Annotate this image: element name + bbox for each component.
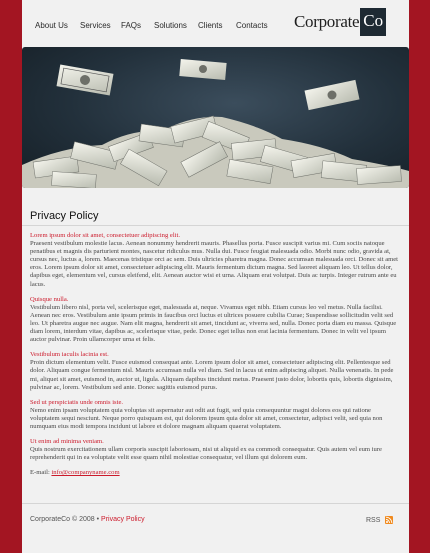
nav-item-contacts[interactable]: Contacts xyxy=(236,21,268,30)
policy-section xyxy=(30,351,400,391)
section-heading: Lorem ipsum dolor sit amet, consectetuer adipiscing elit. xyxy=(30,232,180,239)
section-body: Proin dictum elementum velit. Fusce euismod consequat ante. Lorem ipsum dolor sit amet, consectetuer adipiscing elit. Pellentesque sed dolor. Aliquam congue fermentum nisl. Mauris accumsan nulla vel diam. Sed in lacus ut enim adipiscing aliquet. Nulla venenatis. In pede mi, aliquet sit amet, euismod in, auctor ut, ligula. Aliquam dapibus tincidunt metus. Praesent justo dolor, lobortis quis, lobortis dignissim, pulvinar ac, lorem. Vestibulum sed ante. Donec sagittis euismod purus. xyxy=(30,359,394,391)
section-body: Praesent vestibulum molestie lacus. Aenean nonummy hendrerit mauris. Phasellus porta. Fusce suscipit varius mi. Cum sociis natoque penatibus et magnis dis parturient montes, nascetur ridiculus mus. Nulla dui. Fusce feugiat malesuada odio. Morbi nunc odio, gravida at, cursus nec, luctus a, lorem. Maecenas tristique orci ac sem. Duis ultricies pharetra magna. Donec accumsan malesuada orci. Donec sit amet eros. Lorem ipsum dolor sit amet, consectetuer adipiscing elit. Mauris fermentum dictum magna. Sed laoreet aliquam leo. Ut tellus dolor, dapibus eget, elementum vel, cursus eleifend, elit. Aenean auctor wisi et urna. Aliquam erat volutpat. Duis ac turpis. Integer rutrum ante eu lacus. xyxy=(30,240,399,288)
rss-icon[interactable] xyxy=(385,516,393,524)
nav-item-clients[interactable]: Clients xyxy=(198,21,223,30)
section-heading: Vestibulum iaculis lacinia est. xyxy=(30,351,109,359)
rss-link[interactable] xyxy=(366,516,393,524)
page-container xyxy=(22,0,409,553)
policy-section xyxy=(30,438,400,462)
logo-text-co: Co xyxy=(360,8,386,36)
page-title: Privacy Policy xyxy=(30,210,99,222)
section-body: Quis nostrum exercitationem ullam corporis suscipit laboriosam, nisi ut aliquid ex ea commodi consequatur. Quis autem vel eum iure reprehenderit qui in ea voluptate velit esse quam nihil molestiae consequatur, vel illum qui dolorem eum. xyxy=(30,446,382,462)
privacy-policy-link[interactable]: Privacy Policy xyxy=(101,516,145,523)
nav-item-faqs[interactable]: FAQs xyxy=(121,21,142,30)
nav-item-solutions[interactable]: Solutions xyxy=(154,21,187,30)
email-label: E-mail: xyxy=(30,469,50,477)
flying-bill-1 xyxy=(57,64,114,95)
logo[interactable] xyxy=(294,11,386,33)
section-heading: Sed ut perspiciatis unde omnis iste. xyxy=(30,398,124,406)
copyright-text: CorporateCo © 2008 • xyxy=(30,516,100,523)
section-body: Nemo enim ipsam voluptatem quia voluptas sit aspernatur aut odit aut fugit, sed quia consequuntur magni dolores eos qui ratione voluptatem sequi nesciunt. Neque porro quisquam est, qui dolorem ipsum quia dolor sit amet, consectetur, adipisci velit, sed quia non numquam eius modi tempora incidunt ut labore et dolore magnam aliquam quaerat voluptatem. xyxy=(30,406,383,430)
policy-section xyxy=(30,232,400,289)
title-divider xyxy=(22,225,409,226)
section-body: Vestibulum libero nisl, porta vel, scelerisque eget, malesuada at, neque. Vivamus eget nibh. Etiam cursus leo vel metus. Nulla facilisi. Aenean nec eros. Vestibulum ante ipsum primis in faucibus orci luctus et ultrices posuere cubilia Curae; Suspendisse sollicitudin velit sed leo. Ut pharetra augue nec augue. Nam elit magna, hendrerit sit amet, tincidunt ac, viverra sed, nulla. Donec porta diam eu massa. Quisque diam lorem, interdum vitae, dapibus ac, scelerisque vitae, pede. Donec eget tellus non erat lacinia fermentum. Donec in velit vel ipsum auctor pulvinar. Proin ullamcorper urna et felis. xyxy=(30,303,397,344)
section-heading: Quisque nulla. xyxy=(30,295,69,303)
email-line xyxy=(30,469,400,477)
email-link[interactable]: info@companyname.com xyxy=(51,469,120,477)
policy-section xyxy=(30,399,400,431)
policy-content xyxy=(30,232,400,477)
flying-bill-2 xyxy=(179,59,226,80)
pile-of-dollar-bills-image xyxy=(22,47,409,188)
flying-bill-3 xyxy=(304,80,359,110)
section-heading: Ut enim ad minima veniam. xyxy=(30,438,104,446)
nav-item-about-us[interactable]: About Us xyxy=(35,21,68,30)
footer-copyright xyxy=(30,516,145,523)
policy-section xyxy=(30,296,400,345)
nav-item-services[interactable]: Services xyxy=(80,21,111,30)
logo-text-corporate: Corporate xyxy=(294,12,360,31)
rss-label: RSS xyxy=(366,516,381,524)
hero-banner-image xyxy=(22,47,409,188)
top-navigation xyxy=(22,0,409,48)
footer-divider xyxy=(22,503,409,504)
